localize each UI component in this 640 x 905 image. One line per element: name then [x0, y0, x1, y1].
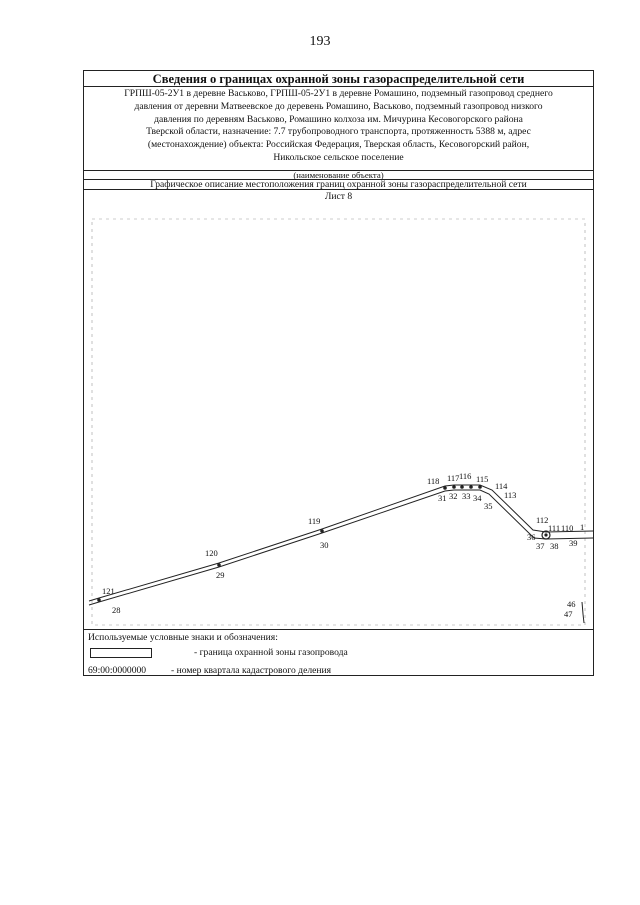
- point-label: 115: [476, 474, 489, 484]
- point-label: 35: [484, 501, 493, 511]
- point-label: 114: [495, 481, 508, 491]
- vertex-marker: [452, 485, 456, 489]
- point-label: 29: [216, 570, 225, 580]
- point-label: 39: [569, 538, 578, 548]
- description-line: ГРПШ-05-2У1 в деревне Васьково, ГРПШ-05-2У1 в деревне Ромашино, подземный газопровод среднего: [124, 88, 553, 99]
- vertex-marker: [443, 486, 447, 490]
- point-label: 117: [447, 473, 460, 483]
- document-title: Сведения о границах охранной зоны газораспределительной сети: [84, 71, 593, 87]
- point-label: 113: [504, 490, 517, 500]
- legend-title: Используемые условные знаки и обозначения:: [88, 632, 278, 643]
- point-label: 121: [102, 586, 115, 596]
- point-label: 118: [427, 476, 440, 486]
- vertex-marker: [460, 485, 464, 489]
- point-label: 1: [580, 522, 585, 532]
- object-description: [84, 87, 593, 171]
- boundary-lower-right: [582, 602, 584, 623]
- description-line: Никольское сельское поселение: [273, 151, 404, 163]
- description-line: (местонахождение) объекта: Российская Федерация, Тверская область, Кесовогорский район,: [147, 139, 530, 151]
- point-label: 111: [548, 523, 561, 533]
- map-border: [92, 219, 585, 625]
- legend-cadastral-code: 69:00:0000000: [88, 665, 147, 676]
- point-label: 119: [308, 516, 321, 526]
- vertex-marker: [469, 485, 473, 489]
- description-line: давления от деревни Матвеевское до деревень Ромашино, Васьково, подземный газопровод низкого: [134, 100, 543, 112]
- legend-boundary-swatch: [90, 648, 152, 658]
- page-number: 193: [309, 34, 331, 49]
- vertex-marker: [478, 485, 482, 489]
- legend-cadastral-label: - номер квартала кадастрового деления: [171, 665, 332, 676]
- legend-separator: [84, 629, 593, 630]
- point-label: 33: [462, 491, 471, 501]
- boundary-lower-line: [89, 490, 593, 605]
- point-label: 30: [320, 540, 329, 550]
- boundary-upper-line: [89, 485, 593, 601]
- document-frame: [83, 70, 594, 676]
- boundary-map-drawing: [84, 201, 593, 630]
- object-name-caption: (наименование объекта): [84, 171, 593, 180]
- point-label: 36: [527, 532, 536, 542]
- vertex-marker: [320, 529, 324, 533]
- point-label: 32: [449, 491, 458, 501]
- boundary-map: [84, 201, 593, 630]
- point-label: 37: [536, 541, 545, 551]
- legend-boundary-label: - граница охранной зоны газопровода: [194, 647, 348, 658]
- vertex-marker: [544, 533, 547, 536]
- point-label: 38: [550, 541, 559, 551]
- description-line: Тверской области, назначение: 7.7 трубопроводного транспорта, протяженность 5388 м, адрес: [146, 126, 531, 138]
- point-label: 28: [112, 605, 121, 615]
- point-label: 112: [536, 515, 549, 525]
- point-label: 47: [564, 609, 573, 619]
- point-labels: [102, 471, 584, 619]
- point-label: 110: [561, 523, 574, 533]
- point-label: 116: [459, 471, 472, 481]
- point-label: 120: [205, 548, 218, 558]
- description-line: давления по деревням Васьково, Ромашино колхоза им. Мичурина Кесовогорского района: [154, 113, 523, 125]
- graphic-title: Графическое описание местоположения границ охранной зоны газораспределительной сети: [84, 180, 593, 190]
- vertex-marker: [217, 563, 221, 567]
- sheet-label: Лист 8: [324, 191, 353, 202]
- point-label: 31: [438, 493, 447, 503]
- point-label: 46: [567, 599, 576, 609]
- point-label: 34: [473, 493, 482, 503]
- vertex-marker: [97, 598, 101, 602]
